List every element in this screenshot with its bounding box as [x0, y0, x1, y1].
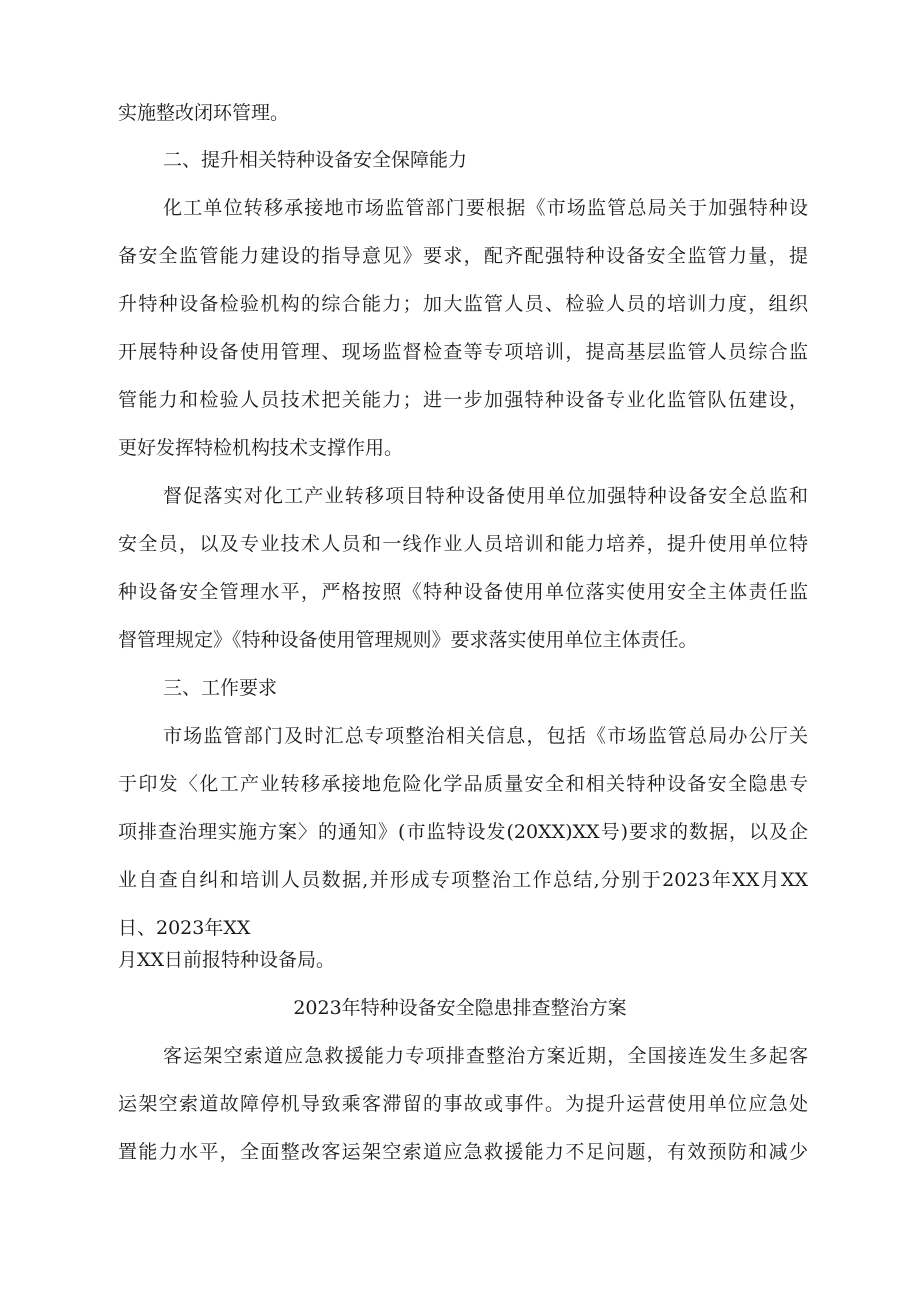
section-heading-2: 二、提升相关特种设备安全保障能力 — [163, 149, 468, 171]
paragraph-line: 业自查自纠和培训人员数据,并形成专项整治工作总结,分别于2023年XX月XX — [118, 869, 808, 891]
paragraph-line: 种设备安全管理水平，严格按照《特种设备使用单位落实使用安全主体责任监 — [118, 581, 808, 603]
paragraph-line: 月XX日前报特种设备局。 — [118, 949, 336, 971]
paragraph-line: 实施整改闭环管理。 — [118, 102, 290, 124]
paragraph-line: 管能力和检验人员技术把关能力；进一步加强特种设备专业化监管队伍建设， — [118, 389, 808, 411]
paragraph-line: 化工单位转移承接地市场监管部门要根据《市场监管总局关于加强特种设 — [163, 197, 808, 219]
paragraph-line: 备安全监管能力建设的指导意见》要求，配齐配强特种设备安全监管力量，提 — [118, 245, 808, 267]
paragraph-line: 开展特种设备使用管理、现场监督检查等专项培训，提高基层监管人员综合监 — [118, 341, 808, 363]
paragraph-line: 市场监管部门及时汇总专项整治相关信息，包括《市场监管总局办公厅关 — [163, 725, 808, 747]
paragraph-line: 更好发挥特检机构技术支撑作用。 — [118, 437, 404, 459]
paragraph-line: 督管理规定》《特种设备使用管理规则》要求落实使用单位主体责任。 — [118, 629, 698, 651]
paragraph-line: 升特种设备检验机构的综合能力；加大监管人员、检验人员的培训力度，组织 — [118, 293, 808, 315]
paragraph-line: 督促落实对化工产业转移项目特种设备使用单位加强特种设备安全总监和 — [163, 485, 808, 507]
paragraph-line: 安全员，以及专业技术人员和一线作业人员培训和能力培养，提升使用单位特 — [118, 533, 808, 555]
paragraph-line: 于印发〈化工产业转移承接地危险化学品质量安全和相关特种设备安全隐患专 — [118, 773, 808, 795]
paragraph-line: 置能力水平，全面整改客运架空索道应急救援能力不足问题，有效预防和减少 — [118, 1141, 808, 1163]
document-title: 2023年特种设备安全隐患排查整治方案 — [293, 997, 627, 1019]
section-heading-3: 三、工作要求 — [163, 677, 278, 699]
paragraph-line: 客运架空索道应急救援能力专项排查整治方案近期，全国接连发生多起客 — [163, 1045, 808, 1067]
paragraph-line: 日、2023年XX — [118, 917, 251, 939]
paragraph-line: 运架空索道故障停机导致乘客滞留的事故或事件。为提升运营使用单位应急处 — [118, 1093, 808, 1115]
paragraph-line: 项排查治理实施方案〉的通知》(市监特设发(20XX)XX号)要求的数据，以及企 — [118, 821, 808, 843]
